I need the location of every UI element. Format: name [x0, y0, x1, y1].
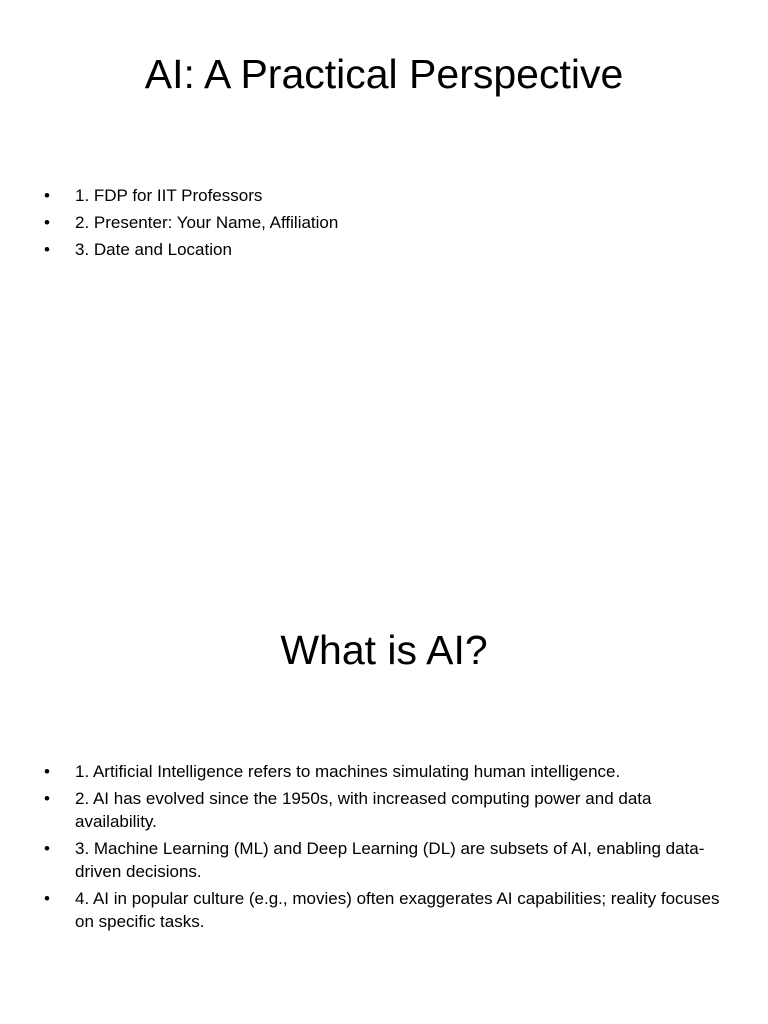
bullet-icon: • [44, 889, 50, 908]
bullet-item [44, 887, 724, 933]
bullet-icon: • [44, 240, 50, 259]
bullet-icon: • [44, 839, 50, 858]
bullet-text: 4. AI in popular culture (e.g., movies) often exaggerates AI capabilities; reality focuses on specific tasks. [75, 889, 720, 931]
bullet-text: 2. Presenter: Your Name, Affiliation [75, 213, 339, 232]
bullet-icon: • [44, 762, 50, 781]
slide-title: AI: A Practical Perspective [144, 51, 624, 97]
bullet-text: 1. Artificial Intelligence refers to machines simulating human intelligence. [75, 762, 621, 781]
bullet-icon: • [44, 186, 50, 205]
bullet-text: 2. AI has evolved since the 1950s, with increased computing power and data availability. [75, 789, 652, 831]
bullet-text: 3. Date and Location [75, 240, 232, 259]
slide-title: What is AI? [280, 627, 488, 673]
bullet-text: 1. FDP for IIT Professors [75, 186, 263, 205]
bullet-text: 3. Machine Learning (ML) and Deep Learning (DL) are subsets of AI, enabling data-driven decisions. [75, 839, 705, 881]
bullet-icon: • [44, 789, 50, 808]
bullet-item [44, 238, 724, 261]
bullet-item [44, 211, 724, 234]
bullet-icon: • [44, 213, 50, 232]
bullet-item [44, 760, 724, 783]
slide-what-is-ai [0, 576, 768, 1024]
bullet-item [44, 184, 724, 207]
bullet-list [44, 184, 724, 265]
bullet-item [44, 837, 724, 883]
bullet-list [44, 760, 724, 937]
bullet-item [44, 787, 724, 833]
